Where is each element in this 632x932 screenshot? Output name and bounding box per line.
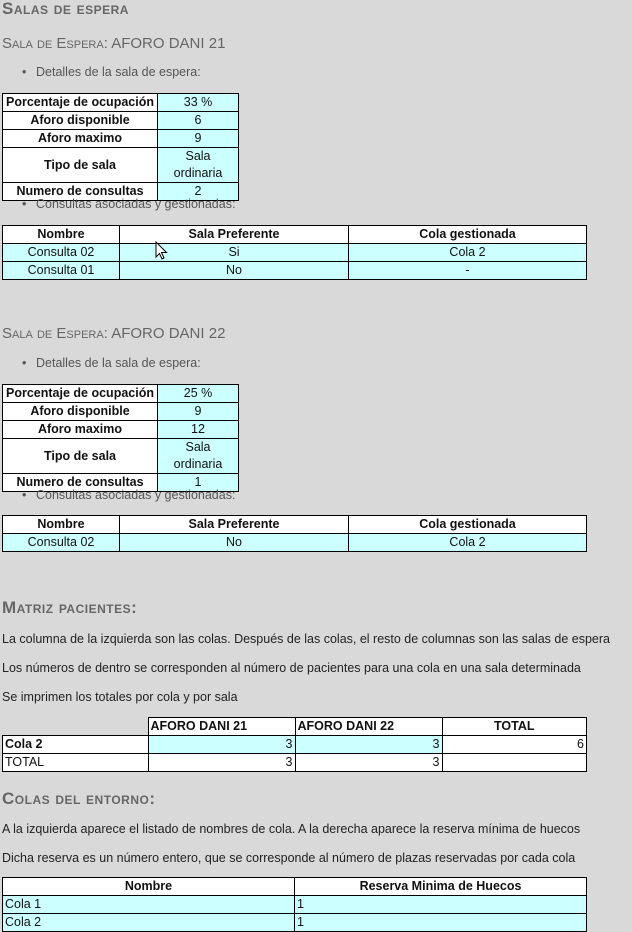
table-header-row xyxy=(3,878,587,896)
consultas-label: • Consultas asociadas y gestionadas: xyxy=(0,488,235,502)
consultas-table xyxy=(2,515,587,552)
column-header: Cola gestionada xyxy=(349,226,587,244)
table-cell xyxy=(442,754,587,772)
column-header: Sala Preferente xyxy=(120,226,349,244)
table-row xyxy=(3,736,587,754)
column-header: Nombre xyxy=(3,226,120,244)
table-cell: - xyxy=(349,262,587,280)
table-row xyxy=(3,439,239,474)
matriz-description: La columna de la izquierda son las colas. Después de las colas, el resto de columnas son las salas de espera xyxy=(2,632,610,646)
detail-value: 33 % xyxy=(158,94,239,112)
table-cell: Cola 2 xyxy=(349,534,587,552)
colas-description: Dicha reserva es un número entero, que se corresponde al número de plazas reservadas por cada cola xyxy=(2,851,576,865)
table-row xyxy=(3,385,239,403)
table-row xyxy=(3,262,587,280)
detail-label: Aforo maximo xyxy=(3,421,158,439)
column-header: AFORO DANI 22 xyxy=(295,718,442,736)
table-row xyxy=(3,244,587,262)
column-header: Sala Preferente xyxy=(120,516,349,534)
detail-label: Aforo maximo xyxy=(3,130,158,148)
detail-value: Sala ordinaria xyxy=(158,439,239,474)
table-cell: Consulta 02 xyxy=(3,244,120,262)
table-cell: 6 xyxy=(442,736,587,754)
detail-label: Porcentaje de ocupación xyxy=(3,94,158,112)
mouse-pointer-icon xyxy=(155,241,169,261)
column-header: Reserva Minima de Huecos xyxy=(295,878,587,896)
corner-cell xyxy=(3,718,149,736)
table-row xyxy=(3,94,239,112)
table-cell: 3 xyxy=(148,754,295,772)
detail-label: Aforo disponible xyxy=(3,403,158,421)
table-row xyxy=(3,896,587,914)
detail-label: Numero de consultas xyxy=(3,183,158,201)
sala-heading: Sala de Espera: AFORO DANI 22 xyxy=(2,325,226,342)
detalles-table xyxy=(2,384,239,492)
detail-value: 12 xyxy=(158,421,239,439)
table-row xyxy=(3,130,239,148)
sala-heading: Sala de Espera: AFORO DANI 21 xyxy=(2,35,226,52)
detalles-table xyxy=(2,93,239,201)
section-title-matriz: Matriz pacientes: xyxy=(2,598,138,617)
table-row xyxy=(3,754,587,772)
detail-value: 6 xyxy=(158,112,239,130)
matriz-table xyxy=(2,717,587,772)
consultas-label: • Consultas asociadas y gestionadas: xyxy=(0,197,235,211)
column-header: AFORO DANI 21 xyxy=(148,718,295,736)
column-header: Nombre xyxy=(3,516,120,534)
detail-label: Aforo disponible xyxy=(3,112,158,130)
table-cell: Cola 2 xyxy=(3,914,295,932)
table-cell: 3 xyxy=(295,754,442,772)
colas-description: A la izquierda aparece el listado de nombres de cola. A la derecha aparece la reserva mínima de huecos xyxy=(2,822,581,836)
table-cell: 1 xyxy=(295,896,587,914)
matriz-description: Los números de dentro se corresponden al número de pacientes para una cola en una sala determinada xyxy=(2,661,581,675)
row-label: TOTAL xyxy=(3,754,149,772)
detalles-label: • Detalles de la sala de espera: xyxy=(0,65,201,79)
consultas-table xyxy=(2,225,587,280)
detail-label: Porcentaje de ocupación xyxy=(3,385,158,403)
table-cell: 3 xyxy=(295,736,442,754)
detail-label: Tipo de sala xyxy=(3,439,158,474)
table-cell: Consulta 01 xyxy=(3,262,120,280)
table-row xyxy=(3,421,239,439)
detail-value: 25 % xyxy=(158,385,239,403)
section-title-colas: Colas del entorno: xyxy=(2,789,156,808)
section-title-salas: Salas de espera xyxy=(2,0,129,18)
table-cell: Cola 2 xyxy=(349,244,587,262)
detail-value: 1 xyxy=(158,474,239,492)
detalles-label: • Detalles de la sala de espera: xyxy=(0,356,201,370)
table-header-row xyxy=(3,226,587,244)
table-row xyxy=(3,534,587,552)
row-label: Cola 2 xyxy=(3,736,149,754)
detail-label: Tipo de sala xyxy=(3,148,158,183)
column-header: TOTAL xyxy=(442,718,587,736)
detail-value: 9 xyxy=(158,403,239,421)
detail-value: Sala ordinaria xyxy=(158,148,239,183)
table-cell: 1 xyxy=(295,914,587,932)
table-cell: Si xyxy=(120,244,349,262)
detail-value: 2 xyxy=(158,183,239,201)
table-row xyxy=(3,148,239,183)
detail-value: 9 xyxy=(158,130,239,148)
table-cell: Consulta 02 xyxy=(3,534,120,552)
table-cell: Cola 1 xyxy=(3,896,295,914)
table-row xyxy=(3,403,239,421)
colas-table xyxy=(2,877,587,932)
column-header: Cola gestionada xyxy=(349,516,587,534)
table-cell: 3 xyxy=(148,736,295,754)
column-header: Nombre xyxy=(3,878,295,896)
table-cell: No xyxy=(120,262,349,280)
table-cell: No xyxy=(120,534,349,552)
table-header-row xyxy=(3,516,587,534)
table-header-row xyxy=(3,718,587,736)
detail-label: Numero de consultas xyxy=(3,474,158,492)
matriz-description: Se imprimen los totales por cola y por sala xyxy=(2,690,238,704)
table-row xyxy=(3,112,239,130)
